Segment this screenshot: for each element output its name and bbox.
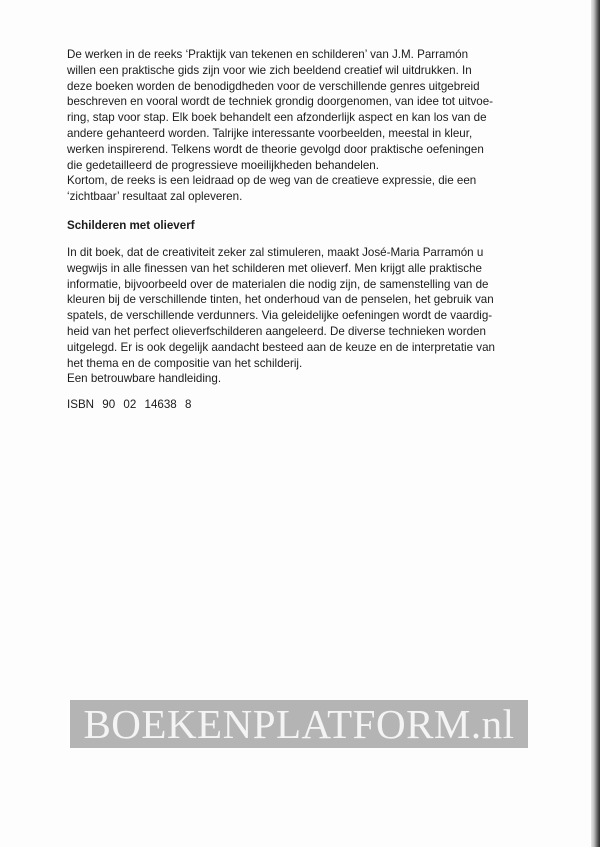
intro-line: ring, stap voor stap. Elk boek behandelt een afzonderlijk aspect en kan los van de: [67, 111, 487, 125]
intro-line: Kortom, de reeks is een leidraad op de weg van de creatieve expressie, die een: [67, 174, 477, 188]
intro-line: werken inspirerend. Telkens wordt de theorie gevolgd door praktische oefeningen: [67, 142, 484, 156]
section-paragraph: [67, 245, 517, 387]
section-line: uitgelegd. Er is ook degelijk aandacht besteed aan de keuze en de interpretatie van: [67, 340, 495, 354]
section-line: kleuren bij de verschillende tinten, het onderhoud van de penselen, het gebruik van: [67, 293, 494, 307]
intro-paragraph: [67, 47, 517, 205]
section-line: informatie, bijvoorbeeld over de materialen die nodig zijn, de samenstelling van de: [67, 277, 489, 291]
section-heading: Schilderen met olieverf: [67, 219, 195, 232]
section-line: heid van het perfect olieverfschilderen aangeleerd. De diverse technieken worden: [67, 324, 486, 338]
section-line: Een betrouwbare handleiding.: [67, 372, 222, 386]
watermark-banner: [70, 700, 528, 748]
intro-line: deze boeken worden de benodigdheden voor de verschillende genres uitgebreid: [67, 79, 480, 93]
watermark-text: BOEKENPLATFORM.nl: [83, 701, 515, 747]
isbn-number: ISBN 90 02 14638 8: [67, 398, 192, 411]
section-line: het thema en de compositie van het schilderij.: [67, 356, 303, 370]
intro-line: willen een praktische gids zijn voor wie zich beeldend creatief wil uitdrukken. In: [67, 63, 472, 77]
intro-line: De werken in de reeks ‘Praktijk van tekenen en schilderen’ van J.M. Parramón: [67, 48, 469, 61]
section-line: wegwijs in alle finessen van het schilderen met olieverf. Men krijgt alle praktische: [67, 261, 482, 275]
intro-line: andere gehanteerd worden. Talrijke interessante voorbeelden, meestal in kleur,: [67, 126, 473, 140]
page-edge-shadow: [591, 0, 600, 847]
section-line: In dit boek, dat de creativiteit zeker zal stimuleren, maakt José-Maria Parramón u: [67, 246, 484, 259]
section-line: spatels, de verschillende verdunners. Via geleidelijke oefeningen wordt de vaardig-: [67, 309, 493, 323]
intro-line: die gedetailleerd de progressieve moeilijkheden behandelen.: [67, 158, 379, 172]
intro-line: beschreven en vooral wordt de techniek grondig doorgenomen, van idee tot uitvoe-: [67, 95, 494, 109]
intro-line: ‘zichtbaar’ resultaat zal opleveren.: [67, 190, 243, 204]
